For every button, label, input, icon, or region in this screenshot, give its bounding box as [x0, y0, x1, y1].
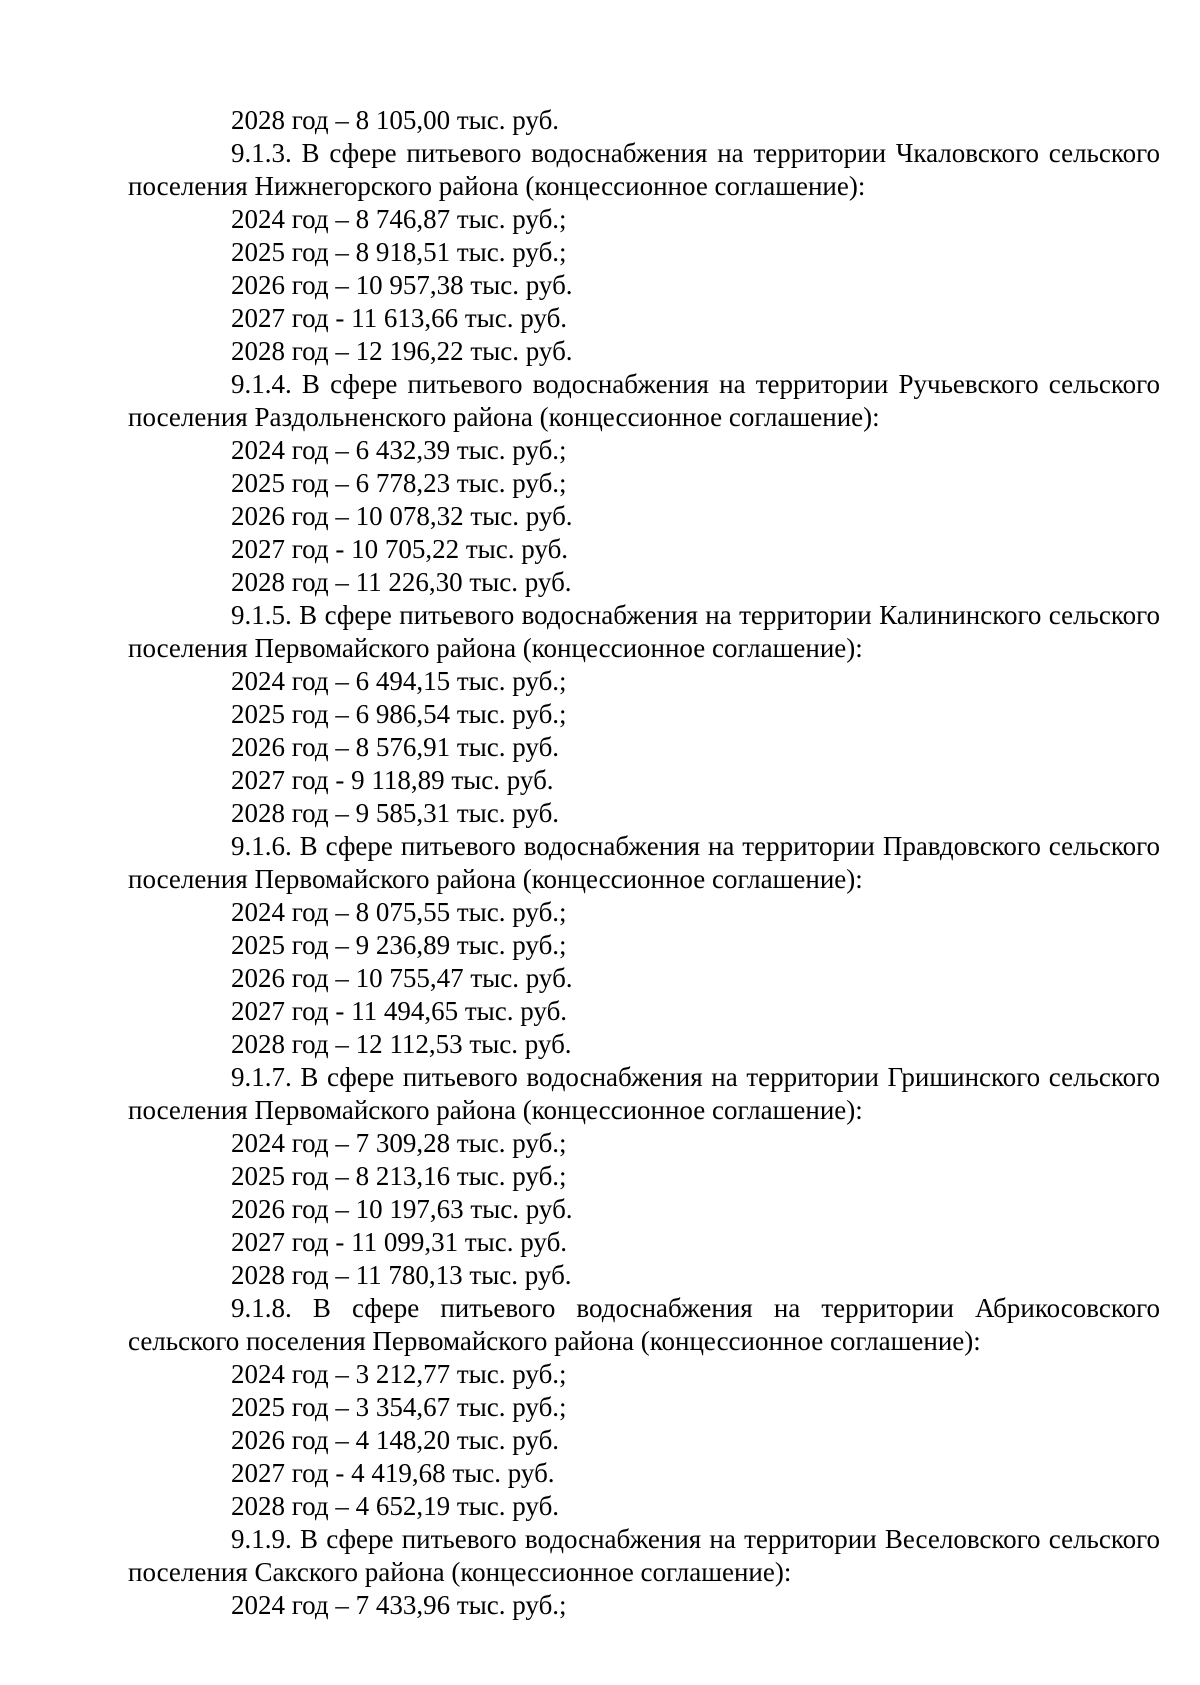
- amount-row: 2028 год – 12 196,22 тыс. руб.: [231, 336, 573, 366]
- section-heading: 9.1.7. В сфере питьевого водоснабжения на территории Гришинского сельского поселения Первомайского района (концессионное соглашение):: [128, 1062, 1160, 1125]
- amount-row: 2026 год – 10 078,32 тыс. руб.: [231, 501, 573, 531]
- amount-row: 2024 год – 3 212,77 тыс. руб.;: [231, 1359, 567, 1389]
- amount-row: 2025 год – 9 236,89 тыс. руб.;: [231, 930, 567, 960]
- amount-row: 2024 год – 6 432,39 тыс. руб.;: [231, 435, 567, 465]
- document-page: [128, 104, 1160, 1622]
- section-9-1-8: [128, 1292, 1160, 1523]
- amount-row: 2027 год - 11 099,31 тыс. руб.: [231, 1227, 568, 1257]
- amount-row: 2024 год – 6 494,15 тыс. руб.;: [231, 666, 567, 696]
- amount-row: 2025 год – 6 986,54 тыс. руб.;: [231, 699, 567, 729]
- amount-row: 2025 год – 8 213,16 тыс. руб.;: [231, 1161, 567, 1191]
- amount-row: 2028 год – 11 226,30 тыс. руб.: [231, 567, 572, 597]
- amount-row: 2024 год – 7 309,28 тыс. руб.;: [231, 1128, 567, 1158]
- amount-row: 2028 год – 9 585,31 тыс. руб.: [231, 798, 560, 828]
- amount-row: 2024 год – 8 075,55 тыс. руб.;: [231, 897, 567, 927]
- amount-row: 2028 год – 12 112,53 тыс. руб.: [231, 1029, 572, 1059]
- section-9-1-9: [128, 1523, 1160, 1622]
- section-heading: 9.1.4. В сфере питьевого водоснабжения на территории Ручьевского сельского поселения Раздольненского района (концессионное соглашение):: [128, 369, 1160, 432]
- amount-row: 2027 год - 10 705,22 тыс. руб.: [231, 534, 569, 564]
- section-9-1-5: [128, 599, 1160, 830]
- section-heading: 9.1.9. В сфере питьевого водоснабжения на территории Веселовского сельского поселения Сакского района (концессионное соглашение):: [128, 1524, 1160, 1587]
- amount-row: 2024 год – 8 746,87 тыс. руб.;: [231, 204, 567, 234]
- section-heading: 9.1.8. В сфере питьевого водоснабжения на территории Абрикосовского сельского поселения Первомайского района (концессионное соглашение):: [128, 1293, 1160, 1356]
- amount-row: 2027 год - 4 419,68 тыс. руб.: [231, 1458, 555, 1488]
- amount-row: 2027 год - 11 613,66 тыс. руб.: [231, 303, 568, 333]
- amount-row: 2026 год – 4 148,20 тыс. руб.: [231, 1425, 560, 1455]
- section-heading: 9.1.6. В сфере питьевого водоснабжения на территории Правдовского сельского поселения Первомайского района (концессионное соглашение):: [128, 831, 1160, 894]
- amount-row: 2026 год – 10 957,38 тыс. руб.: [231, 270, 573, 300]
- section-heading: 9.1.3. В сфере питьевого водоснабжения на территории Чкаловского сельского поселения Нижнегорского района (концессионное соглашение):: [128, 138, 1160, 201]
- section-9-1-4: [128, 368, 1160, 599]
- opening-line: 2028 год – 8 105,00 тыс. руб.: [231, 105, 560, 135]
- amount-row: 2026 год – 10 197,63 тыс. руб.: [231, 1194, 573, 1224]
- amount-row: 2024 год – 7 433,96 тыс. руб.;: [231, 1590, 567, 1620]
- amount-row: 2027 год - 11 494,65 тыс. руб.: [231, 996, 568, 1026]
- amount-row: 2027 год - 9 118,89 тыс. руб.: [231, 765, 554, 795]
- amount-row: 2028 год – 4 652,19 тыс. руб.: [231, 1491, 560, 1521]
- amount-row: 2025 год – 6 778,23 тыс. руб.;: [231, 468, 567, 498]
- amount-row: 2025 год – 3 354,67 тыс. руб.;: [231, 1392, 567, 1422]
- amount-row: 2026 год – 10 755,47 тыс. руб.: [231, 963, 573, 993]
- section-9-1-6: [128, 830, 1160, 1061]
- section-heading: 9.1.5. В сфере питьевого водоснабжения на территории Калининского сельского поселения Первомайского района (концессионное соглашение):: [128, 600, 1160, 663]
- amount-row: 2025 год – 8 918,51 тыс. руб.;: [231, 237, 567, 267]
- section-9-1-7: [128, 1061, 1160, 1292]
- section-9-1-3: [128, 137, 1160, 368]
- amount-row: 2026 год – 8 576,91 тыс. руб.: [231, 732, 560, 762]
- amount-row: 2028 год – 11 780,13 тыс. руб.: [231, 1260, 572, 1290]
